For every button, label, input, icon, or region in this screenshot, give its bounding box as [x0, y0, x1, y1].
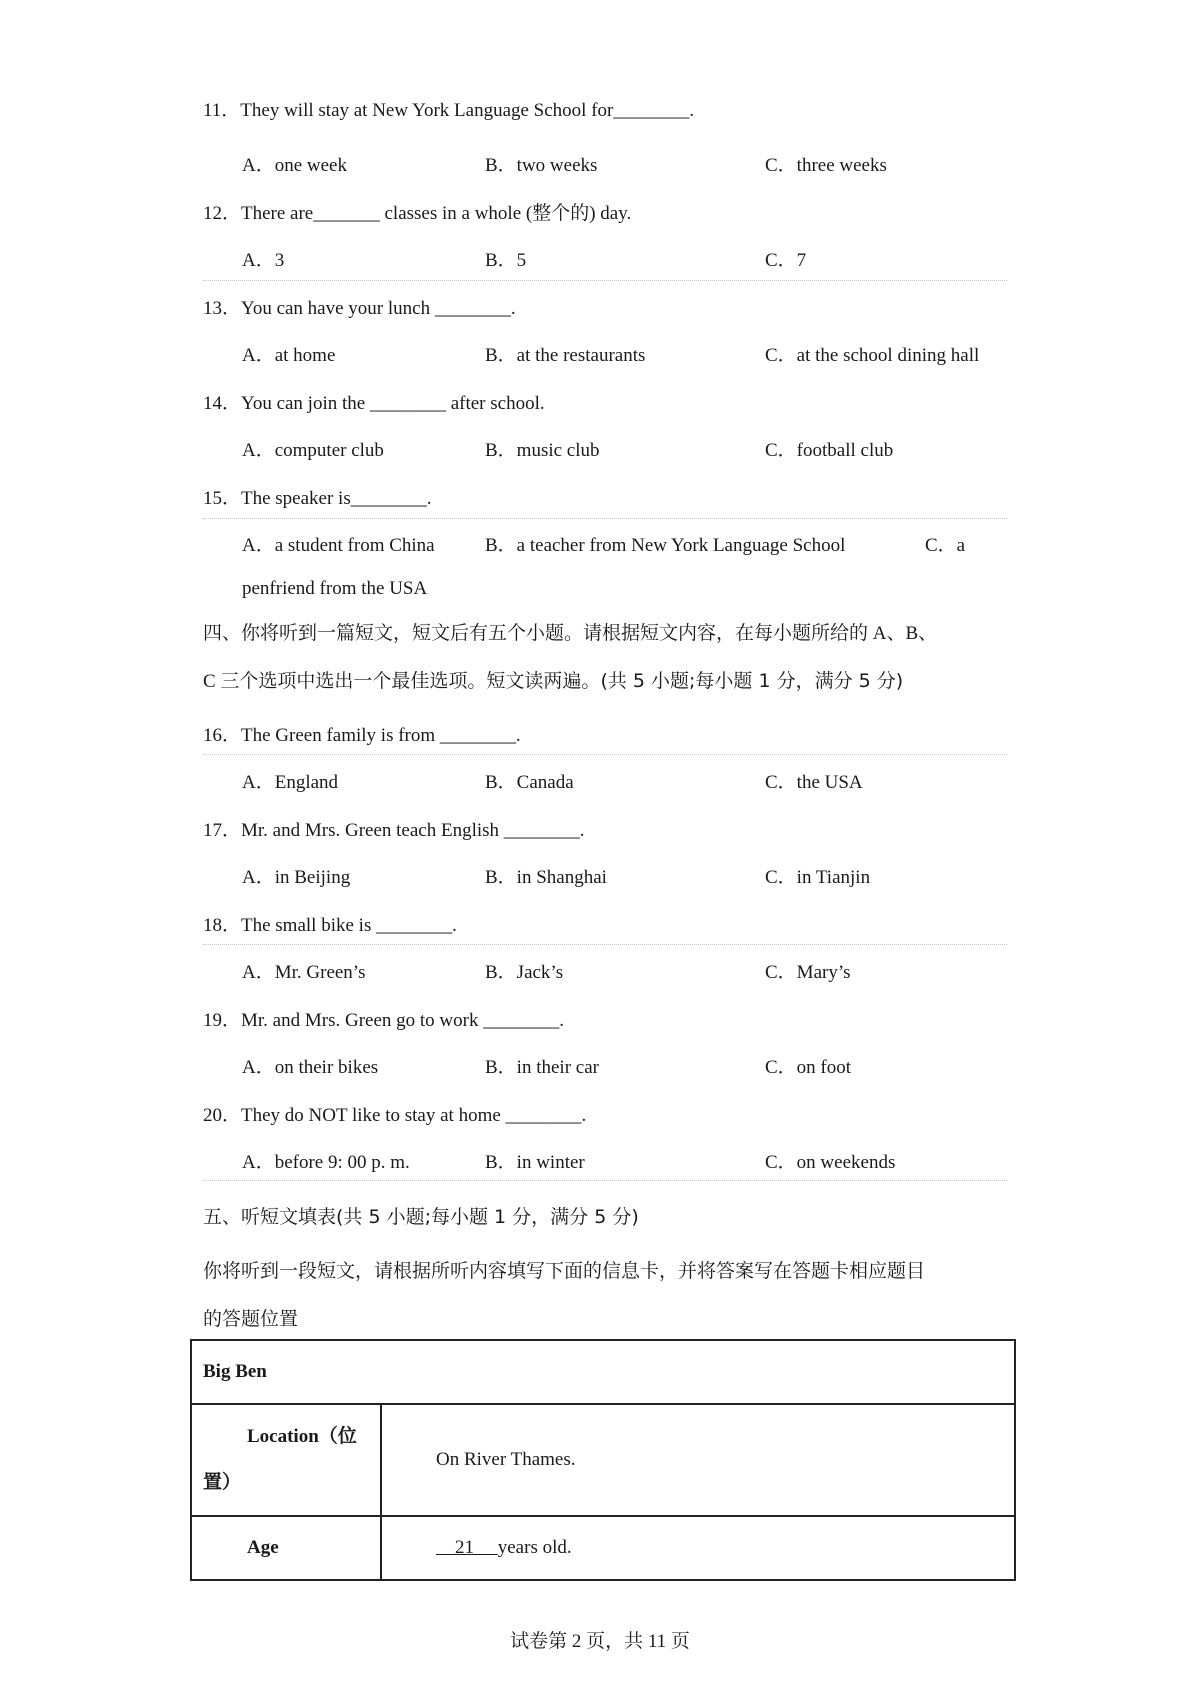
q14-option-b: B．music club — [485, 440, 600, 461]
q15-option-c: C．a — [925, 535, 966, 556]
section-5-instruction-line2: 的答题位置 — [203, 1309, 299, 1330]
q11-option-c: C．three weeks — [765, 155, 887, 176]
q16-option-c: C．the USA — [765, 772, 863, 793]
q15-option-b: B．a teacher from New York Language School — [485, 535, 846, 556]
q13-option-b: B．at the restaurants — [485, 345, 646, 366]
q12-option-c: C．7 — [765, 250, 807, 271]
section-4-scoring: (共 5 小题;每小题 1 分，满分 5 分) — [600, 670, 904, 692]
q13-option-a: A．at home — [242, 345, 336, 366]
question-13: 13．You can have your lunch ________. — [203, 298, 516, 319]
q16-option-a: A．England — [242, 772, 339, 793]
page-footer: 试卷第 2 页，共 11 页 — [510, 1631, 690, 1652]
q20-option-c: C．on weekends — [765, 1152, 896, 1173]
q18-option-a: A．Mr. Green’s — [242, 962, 366, 983]
dotted-divider — [203, 1180, 1007, 1181]
q17-option-b: B．in Shanghai — [485, 867, 607, 888]
age-suffix: years old. — [497, 1537, 572, 1558]
q16-option-b: B．Canada — [485, 772, 574, 793]
section-4-instruction-line2 — [203, 666, 903, 693]
q14-option-a: A．computer club — [242, 440, 384, 461]
question-15: 15．The speaker is________. — [203, 488, 432, 509]
q12-option-b: B．5 — [485, 250, 527, 271]
location-label-cell — [191, 1404, 381, 1516]
q19-option-a: A．on their bikes — [242, 1057, 379, 1078]
q17-option-a: A．in Beijing — [242, 867, 351, 888]
q19-option-c: C．on foot — [765, 1057, 852, 1078]
section-5-title — [203, 1202, 639, 1229]
q17-option-c: C．in Tianjin — [765, 867, 871, 888]
question-12: 12．There are_______ classes in a whole (整个的) day. — [203, 203, 632, 224]
question-17: 17．Mr. and Mrs. Green teach English ________. — [203, 820, 585, 841]
question-18: 18．The small bike is ________. — [203, 915, 457, 936]
dotted-divider — [203, 518, 1007, 519]
q20-option-a: A．before 9: 00 p. m. — [242, 1152, 410, 1173]
question-19: 19．Mr. and Mrs. Green go to work ________. — [203, 1010, 564, 1031]
section-4-instruction-text: C 三个选项中选出一个最佳选项。短文读两遍。 — [203, 671, 601, 692]
question-16: 16．The Green family is from ________. — [203, 725, 521, 746]
q19-option-b: B．in their car — [485, 1057, 599, 1078]
q13-option-c: C．at the school dining hall — [765, 345, 980, 366]
q18-option-b: B．Jack’s — [485, 962, 564, 983]
dotted-divider — [203, 944, 1007, 945]
q11-option-b: B．two weeks — [485, 155, 598, 176]
q18-option-c: C．Mary’s — [765, 962, 851, 983]
question-14: 14．You can join the ________ after school. — [203, 393, 545, 414]
dotted-divider — [203, 754, 1007, 755]
question-20: 20．They do NOT like to stay at home ________. — [203, 1105, 587, 1126]
age-answer: 21 — [455, 1537, 474, 1558]
section-5-title-text: 五、听短文填表(共 5 小题;每小题 1 分，满分 5 分) — [203, 1206, 639, 1228]
location-label-line1: Location（位 — [247, 1426, 357, 1447]
q15-option-a: A．a student from China — [242, 535, 435, 556]
info-card-table — [190, 1339, 1016, 1581]
q14-option-c: C．football club — [765, 440, 894, 461]
location-value: On River Thames. — [381, 1404, 1015, 1516]
age-value — [381, 1516, 1015, 1580]
dotted-divider — [203, 280, 1007, 281]
question-11: 11．They will stay at New York Language School for________. — [203, 100, 695, 121]
info-card-title: Big Ben — [191, 1340, 1015, 1404]
section-4-instruction-line1: 四、你将听到一篇短文，短文后有五个小题。请根据短文内容，在每小题所给的 A、B、 — [203, 623, 938, 644]
age-answer-blank — [436, 1537, 498, 1558]
q11-option-a: A．one week — [242, 155, 347, 176]
location-label-line2: 置） — [203, 1472, 242, 1493]
q15-option-c-continued: penfriend from the USA — [242, 578, 428, 599]
q20-option-b: B．in winter — [485, 1152, 585, 1173]
age-label: Age — [191, 1516, 381, 1580]
section-5-instruction-line1: 你将听到一段短文，请根据所听内容填写下面的信息卡，并将答案写在答题卡相应题目 — [203, 1261, 926, 1282]
q12-option-a: A．3 — [242, 250, 285, 271]
